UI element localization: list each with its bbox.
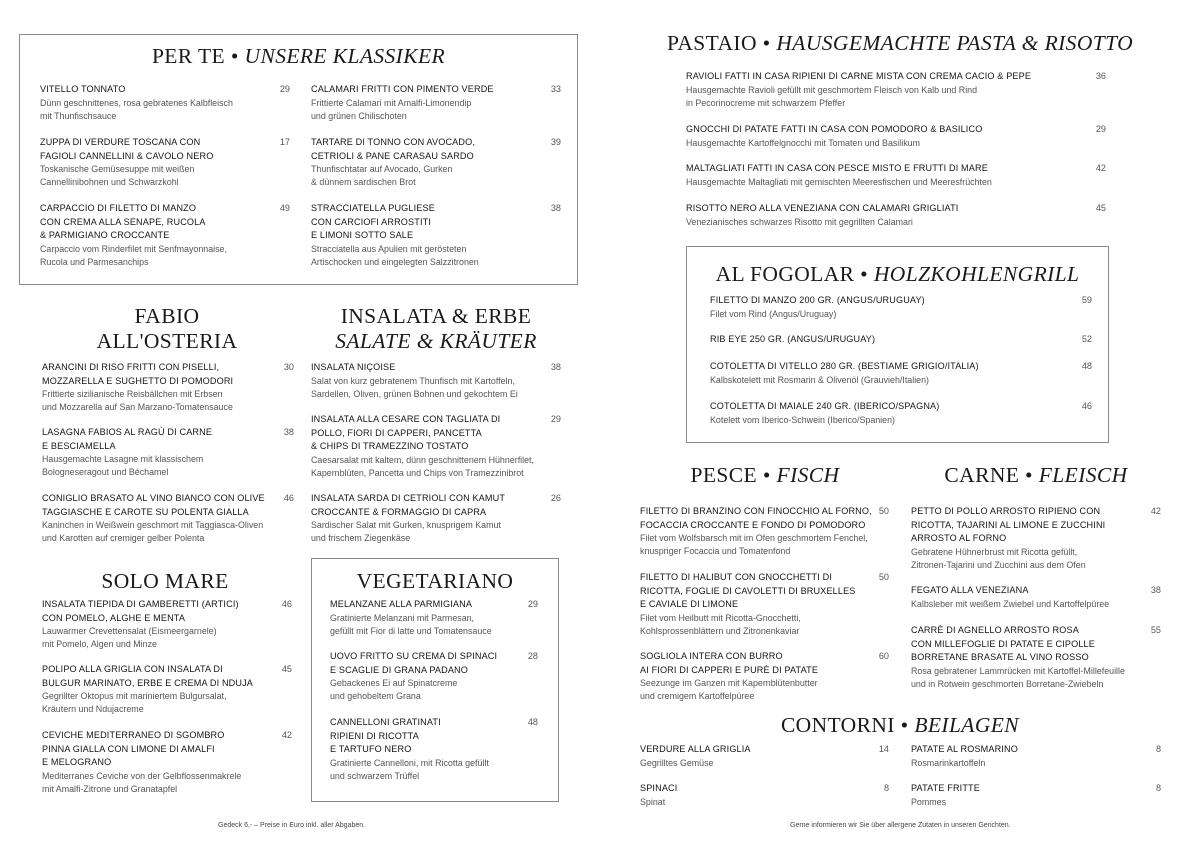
item-price: 48: [527, 717, 538, 727]
item-name: PATATE AL ROSMARINO: [911, 744, 1018, 754]
item-name: CALAMARI FRITTI CON PIMENTO VERDE: [311, 84, 494, 94]
menu-item: [311, 492, 561, 546]
section-title-main: SOLO MARE: [101, 569, 229, 593]
section-title-main: CONTORNI: [780, 713, 895, 737]
item-description: Frittierte sizilianische Reisbällchen mit Erbsen und Mozzarella auf San Marzano-Tomatensauce: [42, 389, 233, 413]
item-name: SPINACI: [640, 783, 678, 793]
menu-item: [40, 83, 290, 123]
menu-item: [311, 83, 561, 123]
item-name: MALTAGLIATI FATTI IN CASA CON PESCE MISTO E FRUTTI DI MARE: [686, 163, 988, 173]
menu-item: [311, 361, 561, 401]
item-price: 50: [878, 506, 889, 516]
menu-item: [330, 598, 538, 638]
item-price: 46: [283, 493, 294, 503]
item-price: 33: [550, 84, 561, 94]
item-price: 42: [1150, 506, 1161, 516]
item-description: Hausgemachte Kartoffelgnocchi mit Tomaten und Basilikum: [686, 137, 920, 148]
item-name: CARRÈ DI AGNELLO ARROSTO ROSA CON MILLEFOGLIE DI PATATE E CIPOLLE BORRETANE BRASATE AL VINO ROSSO: [911, 625, 1095, 662]
item-description: Gebackenes Ei auf Spinatcreme und gehobeltem Grana: [330, 678, 458, 702]
item-name: VERDURE ALLA GRIGLIA: [640, 744, 751, 754]
menu-item: [311, 413, 561, 480]
item-description: Sardischer Salat mit Gurken, knusprigem Kamut und frischem Ziegenkäse: [311, 520, 501, 544]
menu-item: [40, 202, 290, 269]
item-price: 14: [878, 744, 889, 754]
menu-item: [911, 743, 1161, 770]
menu-item: [710, 294, 1092, 321]
item-price: 8: [883, 783, 889, 793]
item-name: RAVIOLI FATTI IN CASA RIPIENI DI CARNE MISTA CON CREMA CACIO & PEPE: [686, 71, 1032, 81]
item-price: 38: [1150, 585, 1161, 595]
item-name: SOGLIOLA INTERA CON BURRO AI FIORI DI CAPPERI E PURÈ DI PATATE: [640, 651, 819, 675]
menu-item: [686, 70, 1106, 110]
item-description: Carpaccio vom Rinderfilet mit Senfmayonnaise, Rucola und Parmesanchips: [40, 243, 227, 267]
section-title-vegetariano: [311, 569, 559, 594]
item-description: Gegrillter Oktopus mit mariniertem Bulgursalat, Kräutern und Ndujacreme: [42, 691, 227, 715]
menu-item: [330, 716, 538, 783]
item-price: 36: [1095, 71, 1106, 81]
section-title-insalata: [311, 304, 561, 354]
item-description: Filet vom Wolfsbarsch mit im Ofen geschmortem Fenchel, knuspriger Focaccia und Tomatenfond: [640, 533, 868, 557]
item-name: GNOCCHI DI PATATE FATTI IN CASA CON POMODORO & BASILICO: [686, 124, 983, 134]
item-description: Gratinierte Cannelloni, mit Ricotta gefüllt und schwarzem Trüffel: [330, 757, 489, 781]
menu-item: [640, 650, 889, 704]
item-description: Spinat: [640, 796, 666, 807]
item-description: Gebratene Hühnerbrust mit Ricotta gefüllt, Zitronen-Tajarini und Zucchini aus dem Ofen: [911, 546, 1086, 570]
section-title-sub: BEILAGEN: [914, 713, 1020, 737]
item-price: 29: [279, 84, 290, 94]
section-title-main: PESCE: [690, 463, 758, 487]
item-price: 29: [527, 599, 538, 609]
item-name: PETTO DI POLLO ARROSTO RIPIENO CON RICOTTA, TAJARINI AL LIMONE E ZUCCHINI ARROSTO AL FORNO: [911, 506, 1106, 543]
item-description: Caesarsalat mit kaltem, dünn geschnittenem Hühnerfilet, Kapernblüten, Pancetta und Chips von Tramezzinibrot: [311, 454, 534, 478]
menu-item: [42, 598, 292, 652]
item-description: Frittierte Calamari mit Amalfi-Limonendip und grünen Chilischoten: [311, 97, 472, 121]
item-description: Kalbskotelett mit Rosmarin & Olivenöl (Grauvieh/Italien): [710, 374, 930, 385]
item-price: 17: [279, 137, 290, 147]
item-description: Toskanische Gemüsesuppe mit weißen Cannellinibohnen und Schwarzkohl: [40, 164, 195, 188]
item-description: Hausgemachte Ravioli gefüllt mit geschmortem Fleisch von Kalb und Rind in Pecorinocreme mit schwarzem Pfeffer: [686, 84, 978, 108]
item-name: STRACCIATELLA PUGLIESE CON CARCIOFI ARROSTITI E LIMONI SOTTO SALE: [311, 203, 435, 240]
menu-item: [640, 571, 889, 638]
item-price: 42: [281, 730, 292, 740]
item-price: 38: [550, 203, 561, 213]
menu-item: [42, 492, 294, 546]
section-title-pesce: PESCE • FISCH: [690, 463, 840, 487]
item-price: 60: [878, 651, 889, 661]
menu-item: [311, 136, 561, 190]
item-description: Venezianisches schwarzes Risotto mit gegrillten Calamari: [686, 216, 913, 227]
item-description: Rosa gebratener Lammrücken mit Kartoffel-Millefeuille und in Rotwein geschmorten Borretane-Zwiebeln: [911, 665, 1125, 689]
menu-item: [311, 202, 561, 269]
item-name: CEVICHE MEDITERRANEO DI SGOMBRO PINNA GIALLA CON LIMONE DI AMALFI E MELOGRANO: [42, 730, 225, 767]
menu-item: [686, 202, 1106, 229]
item-name: RISOTTO NERO ALLA VENEZIANA CON CALAMARI GRIGLIATI: [686, 203, 959, 213]
item-description: Filet vom Heilbutt mit Ricotta-Gnocchetti, Kohlsprossenblättern und Zitronenkaviar: [640, 612, 801, 636]
item-price: 48: [1081, 361, 1092, 371]
item-description: Hausgemachte Maltagliati mit gemischten Meeresfischen und Meeresfrüchten: [686, 176, 992, 187]
section-title-contorni: CONTORNI • BEILAGEN: [780, 713, 1020, 737]
item-description: Stracciatella aus Apulien mit gerösteten Artischocken und eingelegten Salzzitronen: [311, 243, 479, 267]
item-name: FILETTO DI BRANZINO CON FINOCCHIO AL FORNO, FOCACCIA CROCCANTE E FONDO DI POMODORO: [640, 506, 872, 530]
item-price: 38: [283, 427, 294, 437]
item-description: Kalbsleber mit weißem Zwiebel und Kartoffelpüree: [911, 598, 1110, 609]
item-description: Kaninchen in Weißwein geschmort mit Taggiasca-Oliven und Karotten auf cremiger gelber Polenta: [42, 520, 264, 544]
section-title-pastaio: PASTAIO • HAUSGEMACHTE PASTA & RISOTTO: [666, 31, 1133, 55]
menu-item: [640, 505, 889, 559]
item-name: PATATE FRITTE: [911, 783, 980, 793]
item-name: ARANCINI DI RISO FRITTI CON PISELLI, MOZZARELLA E SUGHETTO DI POMODORI: [42, 362, 234, 386]
menu-item: [640, 782, 889, 809]
item-name: TARTARE DI TONNO CON AVOCADO, CETRIOLI & PANE CARASAU SARDO: [311, 137, 476, 161]
section-title-sub: HOLZKOHLENGRILL: [873, 262, 1080, 286]
item-name: CARPACCIO DI FILETTO DI MANZO CON CREMA ALLA SENAPE, RUCOLA & PARMIGIANO CROCCANTE: [40, 203, 206, 240]
section-title-main: VEGETARIANO: [356, 569, 514, 593]
item-description: Kotelett vom Iberico-Schwein (Iberico/Spanien): [710, 414, 895, 425]
item-price: 46: [1081, 401, 1092, 411]
item-price: 29: [1095, 124, 1106, 134]
item-price: 26: [550, 493, 561, 503]
menu-item: [710, 360, 1092, 387]
menu-item: [40, 136, 290, 190]
item-price: 55: [1150, 625, 1161, 635]
section-title-main: FABIO: [134, 304, 200, 328]
section-title-classici: PER TE • UNSERE KLASSIKER: [151, 44, 446, 68]
item-description: Gratinierte Melanzani mit Parmesan, gefüllt mit Fior di latte und Tomatensauce: [330, 612, 492, 636]
footer-note-allergens: Gerne informieren wir Sie über allergene Zutaten in unseren Gerichten.: [790, 822, 1011, 829]
item-price: 8: [1155, 744, 1161, 754]
item-description: Lauwarmer Crevettensalat (Eismeergarnele) mit Pomelo, Algen und Minze: [42, 626, 217, 650]
item-name: INSALATA ALLA CESARE CON TAGLIATA DI POLLO, FIORI DI CAPPERI, PANCETTA & CHIPS DI TRAMEZZINO TOSTATO: [311, 414, 501, 451]
item-name: COTOLETTA DI MAIALE 240 GR. (IBERICO/SPAGNA): [710, 401, 940, 411]
section-title-sub: FISCH: [776, 463, 840, 487]
section-title-sub: FLEISCH: [1038, 463, 1128, 487]
item-price: 38: [550, 362, 561, 372]
menu-item: [911, 624, 1161, 691]
item-price: 52: [1081, 334, 1092, 344]
section-title-main: AL FOGOLAR: [715, 262, 855, 286]
item-price: 29: [550, 414, 561, 424]
item-price: 8: [1155, 783, 1161, 793]
section-title-main: PER TE: [151, 44, 226, 68]
section-title-carne: CARNE • FLEISCH: [944, 463, 1128, 487]
item-description: Filet vom Rind (Angus/Uruguay): [710, 308, 837, 319]
item-description: Thunfischtatar auf Avocado, Gurken & dünnem sardischen Brot: [311, 164, 453, 188]
item-name: ZUPPA DI VERDURE TOSCANA CON FAGIOLI CANNELLINI & CAVOLO NERO: [40, 137, 214, 161]
item-price: 30: [283, 362, 294, 372]
item-name: FILETTO DI MANZO 200 GR. (ANGUS/URUGUAY): [710, 295, 925, 305]
menu-item: [42, 426, 294, 480]
item-name: UOVO FRITTO SU CREMA DI SPINACI E SCAGLIE DI GRANA PADANO: [330, 651, 498, 675]
item-price: 59: [1081, 295, 1092, 305]
item-price: 28: [527, 651, 538, 661]
item-name: VITELLO TONNATO: [40, 84, 126, 94]
section-title-osteria: [42, 304, 292, 354]
item-description: Mediterranes Ceviche von der Gelbflossenmakrele mit Amalfi-Zitrone und Granatapfel: [42, 770, 242, 794]
menu-item: [42, 729, 292, 796]
item-price: 39: [550, 137, 561, 147]
section-title-main: PASTAIO: [666, 31, 757, 55]
menu-item: [686, 162, 1106, 189]
item-name: LASAGNA FABIOS AL RAGÙ DI CARNE E BESCIAMELLA: [42, 427, 213, 451]
menu-item: [710, 400, 1092, 427]
section-title-main: INSALATA & ERBE: [340, 304, 532, 328]
section-title-mare: [40, 569, 290, 594]
menu-item: [911, 584, 1161, 611]
item-name: INSALATA NIÇOISE: [311, 362, 396, 372]
item-name: FILETTO DI HALIBUT CON GNOCCHETTI DI RICOTTA, FOGLIE DI CAVOLETTI DI BRUXELLES E CAVIALE DI LIMONE: [640, 572, 856, 609]
section-title-sub: HAUSGEMACHTE PASTA & RISOTTO: [776, 31, 1133, 55]
menu-item: [686, 123, 1106, 150]
item-name: FEGATO ALLA VENEZIANA: [911, 585, 1029, 595]
item-description: Gegrilltes Gemüse: [640, 757, 714, 768]
item-name: CONIGLIO BRASATO AL VINO BIANCO CON OLIVE TAGGIASCHE E CAROTE SU POLENTA GIALLA: [42, 493, 265, 517]
item-description: Salat von kurz gebratenem Thunfisch mit Kartoffeln, Sardellen, Oliven, grünen Bohnen und gekochtem Ei: [311, 375, 518, 399]
item-price: 45: [281, 664, 292, 674]
menu-item: [911, 505, 1161, 572]
footer-note-prices: Gedeck 6,- – Preise in Euro inkl. aller Abgaben.: [218, 822, 366, 829]
section-title-fogolar: AL FOGOLAR • HOLZKOHLENGRILL: [715, 262, 1080, 286]
item-name: COTOLETTA DI VITELLO 280 GR. (BESTIAME GRIGIO/ITALIA): [710, 361, 979, 371]
menu-item: [42, 361, 294, 415]
item-price: 46: [281, 599, 292, 609]
item-name: CANNELLONI GRATINATI RIPIENI DI RICOTTA E TARTUFO NERO: [330, 717, 441, 754]
section-title-sub: UNSERE KLASSIKER: [244, 44, 446, 68]
section-title-second: ALL'OSTERIA: [96, 329, 238, 353]
item-description: Seezunge im Ganzen mit Kapernblütenbutter und cremigem Kartoffelpüree: [640, 678, 818, 702]
item-price: 49: [279, 203, 290, 213]
menu-item: [911, 782, 1161, 809]
menu-item: [42, 663, 292, 717]
menu-item: [710, 333, 1092, 347]
item-description: Pommes: [911, 796, 947, 807]
item-name: MELANZANE ALLA PARMIGIANA: [330, 599, 473, 609]
item-description: Dünn geschnittenes, rosa gebratenes Kalbfleisch mit Thunfischsauce: [40, 97, 233, 121]
item-price: 50: [878, 572, 889, 582]
item-name: INSALATA TIEPIDA DI GAMBERETTI (ARTICI) CON POMELO, ALGHE E MENTA: [42, 599, 239, 623]
item-description: Hausgemachte Lasagne mit klassischem Bologneseragout und Béchamel: [42, 454, 204, 478]
item-name: INSALATA SARDA DI CETRIOLI CON KAMUT CROCCANTE & FORMAGGIO DI CAPRA: [311, 493, 506, 517]
menu-item: [640, 743, 889, 770]
section-title-sub: SALATE & KRÄUTER: [335, 329, 537, 353]
item-description: Rosmarinkartoffeln: [911, 757, 986, 768]
menu-item: [330, 650, 538, 704]
item-name: RIB EYE 250 GR. (ANGUS/URUGUAY): [710, 334, 876, 344]
section-title-main: CARNE: [944, 463, 1020, 487]
item-price: 42: [1095, 163, 1106, 173]
item-price: 45: [1095, 203, 1106, 213]
item-name: POLIPO ALLA GRIGLIA CON INSALATA DI BULGUR MARINATO, ERBE E CREMA DI NDUJA: [42, 664, 254, 688]
